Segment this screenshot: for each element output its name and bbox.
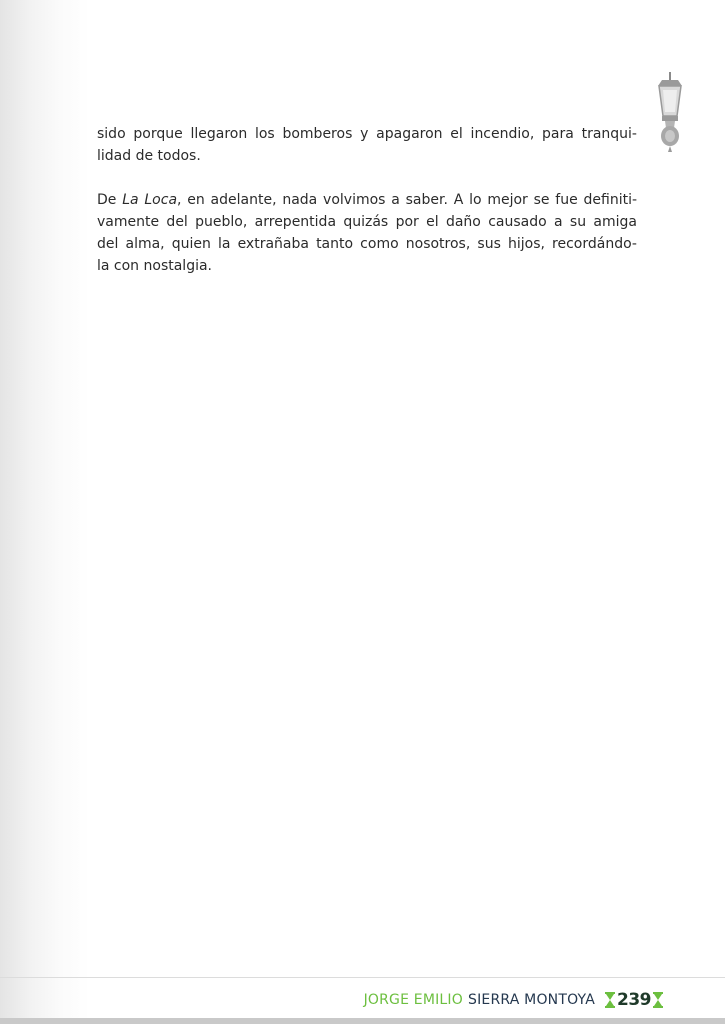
page-number: 239: [617, 990, 651, 1010]
paragraph-2: [97, 189, 637, 277]
text-line-prefix: De: [97, 192, 123, 208]
text-line: sido porque llegaron los bomberos y apagaron el incendio, para tranqui-: [97, 126, 637, 142]
book-title-italic: La Loca: [122, 192, 178, 208]
hourglass-icon: [653, 992, 663, 1008]
hourglass-icon: [605, 992, 615, 1008]
text-line: vamente del pueblo, arrepentida quizás por el daño causado a su amiga: [97, 214, 637, 230]
text-line: la con nostalgia.: [97, 258, 213, 274]
author-first-name: JORGE EMILIO: [363, 992, 463, 1008]
page-footer: [364, 988, 663, 1012]
text-line: del alma, quien la extrañaba tanto como nosotros, sus hijos, recordándo-: [97, 236, 637, 252]
text-line-rest: , en adelante, nada volvimos a saber. A lo mejor se fue definiti-: [177, 192, 638, 208]
text-line: lidad de todos.: [97, 148, 201, 164]
body-text: [97, 123, 637, 299]
footer-divider: [0, 977, 725, 978]
paragraph-1: [97, 123, 637, 167]
page-number-block: [605, 990, 663, 1010]
text-line: [97, 189, 637, 211]
street-lamp-icon: [650, 70, 690, 154]
page-bottom-edge: [0, 1018, 725, 1024]
author-last-name: SIERRA MONTOYA: [468, 992, 595, 1008]
